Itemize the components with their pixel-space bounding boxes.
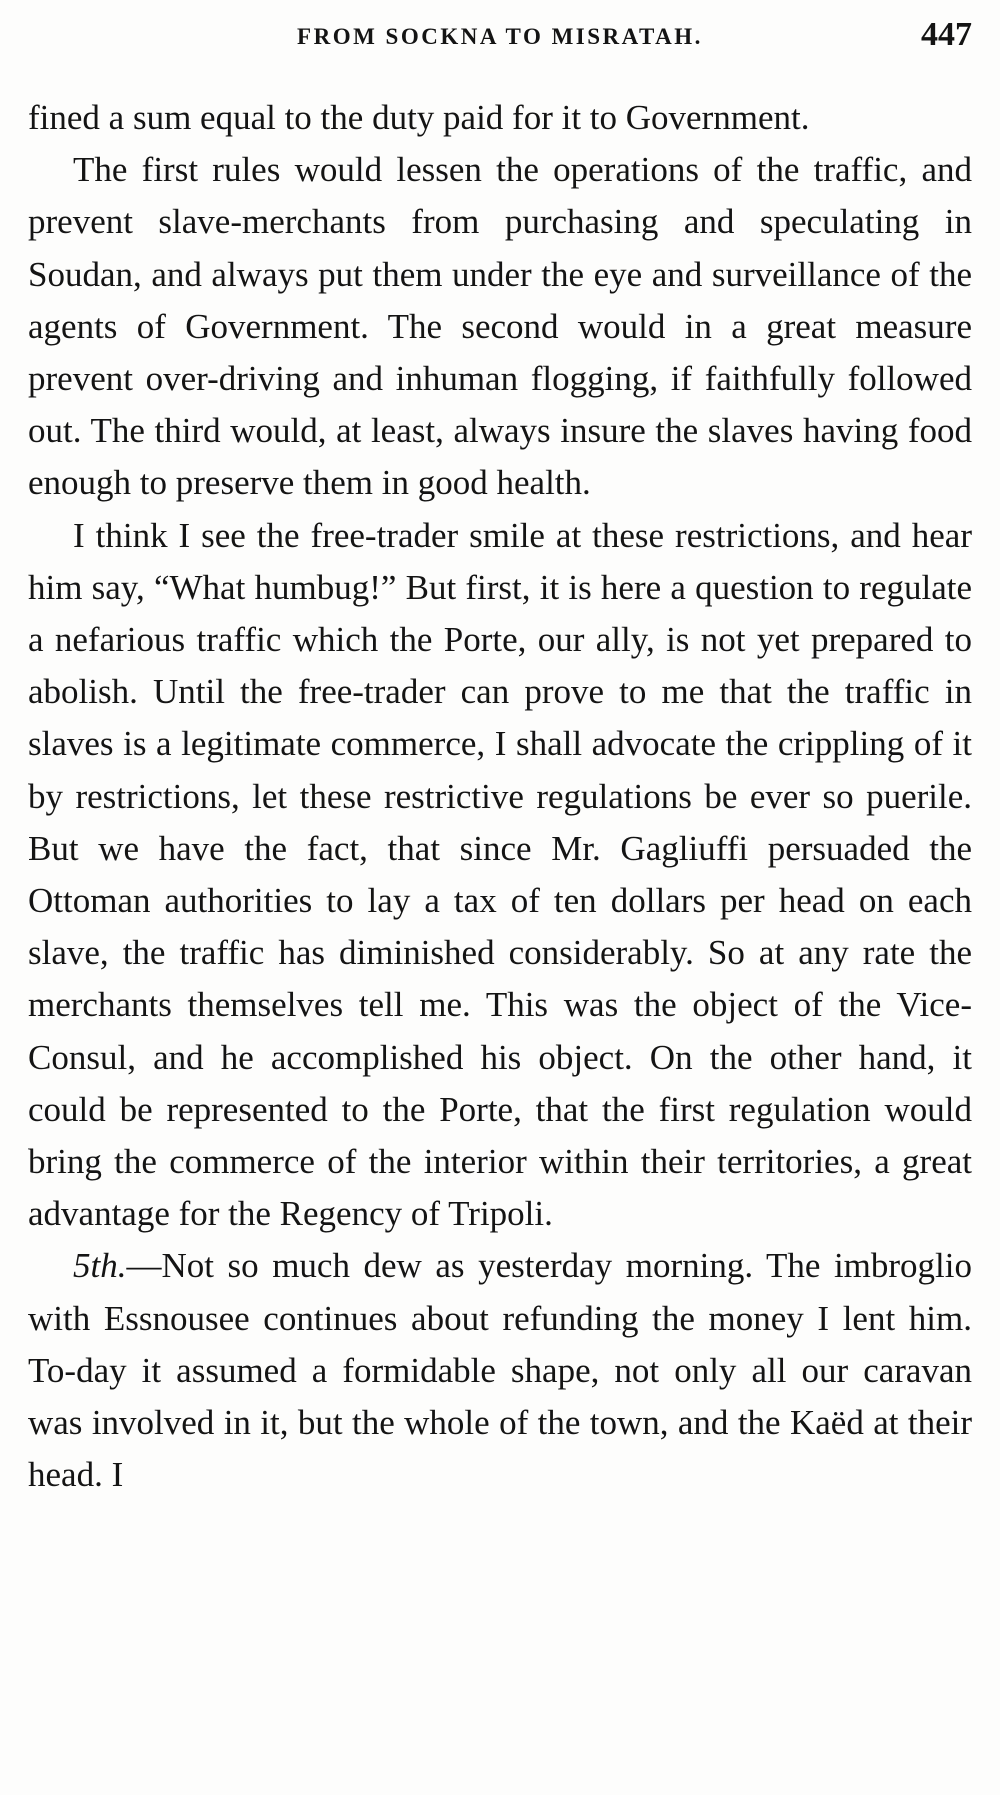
running-title: FROM SOCKNA TO MISRATAH. [297, 24, 703, 49]
page-number: 447 [921, 16, 972, 53]
diary-date: 5th. [73, 1246, 127, 1286]
diary-entry-text: —Not so much dew as yesterday morning. The imbroglio with Essnousee continues about refunding the money I lent him. To-day it assumed a formidable shape, not only all our caravan was involved in it, but the whole of the town, and the Kaëd at their head. I [28, 1246, 972, 1495]
paragraph-rules: The first rules would lessen the operations of the traffic, and prevent slave-merchants from purchasing and speculating in Soudan, and always put them under the eye and surveillance of the agents of Government. The second would in a great measure prevent over-driving and inhuman flogging, if faithfully followed out. The third would, at least, always insure the slaves having food enough to preserve them in good health. [28, 150, 972, 503]
paragraph-continuation: fined a sum equal to the duty paid for it to Government. [28, 98, 810, 137]
paragraph-free-trader: I think I see the free-trader smile at these restrictions, and hear him say, “What humbug!” But first, it is here a question to regulate a nefarious traffic which the Porte, our ally, is not yet prepared to abolish. Until the free-trader can prove to me that the traffic in slaves is a legitimate commerce, I shall advocate the crippling of it by restrictions, let these restrictive regulations be ever so puerile. But we have the fact, that since Mr. Gagliuffi persuaded the Ottoman authorities to lay a tax of ten dollars per head on each slave, the traffic has diminished considerably. So at any rate the merchants themselves tell me. This was the object of the Vice-Consul, and he accomplished his object. On the other hand, it could be represented to the Porte, that the first regulation would bring the commerce of the interior within their territories, a great advantage for the Regency of Tripoli. [28, 515, 972, 1234]
paragraph-diary-entry [28, 1240, 972, 1501]
running-header [28, 14, 972, 64]
body-text [28, 92, 972, 1501]
